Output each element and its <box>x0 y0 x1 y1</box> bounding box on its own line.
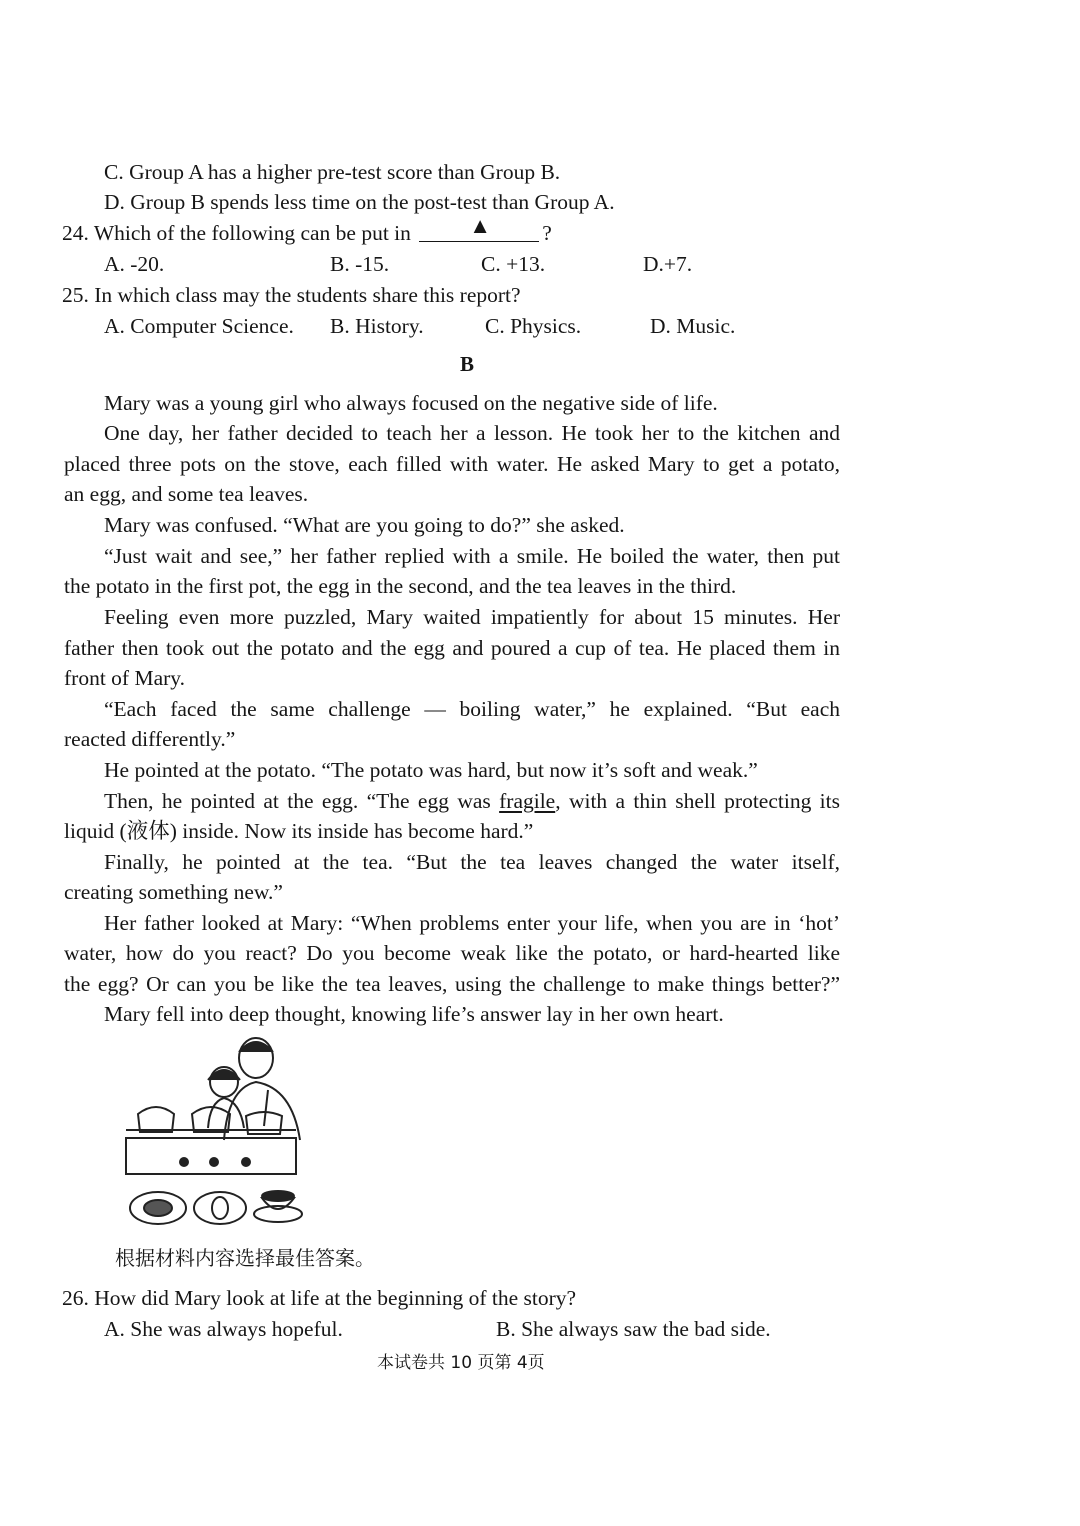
q25-option-a: A. Computer Science. <box>104 314 294 338</box>
passage-line-12: reacted differently.” <box>64 727 236 751</box>
passage-line-5: Mary was confused. “What are you going to do?” she asked. <box>104 513 625 537</box>
q24-option-d: D.+7. <box>643 252 693 276</box>
passage-line-6: “Just wait and see,” her father replied with a smile. He boiled the water, then put <box>104 544 840 568</box>
passage-line-19: water, how do you react? Do you become weak like the potato, or hard-hearted like <box>64 941 840 965</box>
q25-stem: 25. In which class may the students share this report? <box>62 283 521 307</box>
passage-line-14-start: Then, he pointed at the egg. “The egg was <box>104 789 500 813</box>
passage-line-11: “Each faced the same challenge — boiling water,” he explained. “But each <box>104 697 840 721</box>
q24-option-c: C. +13. <box>481 252 546 276</box>
section-heading: B <box>460 352 475 376</box>
passage-line-15: liquid (液体) inside. Now its inside has become hard.” <box>64 819 534 843</box>
q23-option-d: D. Group B spends less time on the post-test than Group A. <box>104 190 615 214</box>
stove-knob <box>210 1158 218 1166</box>
pot-potato <box>138 1107 174 1132</box>
q24-stem <box>62 213 552 247</box>
passage-line-20: the egg? Or can you be like the tea leaves, using the challenge to make things better?” <box>64 972 840 996</box>
passage-line-1: Mary was a young girl who always focused on the negative side of life. <box>104 391 718 415</box>
q26-option-b: B. She always saw the bad side. <box>496 1317 771 1341</box>
q25-option-b: B. History. <box>330 314 424 338</box>
passage-line-9: father then took out the potato and the egg and poured a cup of tea. He placed them in <box>64 636 840 660</box>
passage-line-17: creating something new.” <box>64 880 283 904</box>
page-footer: 本试卷共 10 页第 4页 <box>377 1353 545 1373</box>
q24-stem-end: ? <box>542 221 552 245</box>
q26-option-a: A. She was always hopeful. <box>104 1317 343 1341</box>
q25-option-c: C. Physics. <box>485 314 582 338</box>
passage-line-14-end: , with a thin shell protecting its <box>555 789 840 813</box>
passage-line-8: Feeling even more puzzled, Mary waited impatiently for about 15 minutes. Her <box>104 605 840 629</box>
kitchen-illustration <box>96 1030 316 1230</box>
passage-line-4: an egg, and some tea leaves. <box>64 482 309 506</box>
q25-option-d: D. Music. <box>650 314 736 338</box>
father-arm <box>264 1090 268 1126</box>
stove-knob <box>180 1158 188 1166</box>
passage-line-10: front of Mary. <box>64 666 186 690</box>
stove-knob <box>242 1158 250 1166</box>
passage-line-3: placed three pots on the stove, each filled with water. He asked Mary to get a potato, <box>64 452 840 476</box>
passage-line-7: the potato in the first pot, the egg in the second, and the tea leaves in the third. <box>64 574 737 598</box>
underlined-word-fragile: fragile <box>499 789 556 813</box>
q24-option-b: B. -15. <box>330 252 390 276</box>
q24-option-a: A. -20. <box>104 252 165 276</box>
answer-blank <box>419 213 539 242</box>
q23-option-c: C. Group A has a higher pre-test score than Group B. <box>104 160 561 184</box>
q24-stem-text: 24. Which of the following can be put in <box>62 221 411 245</box>
potato <box>144 1200 172 1216</box>
passage-line-21: Mary fell into deep thought, knowing life’s answer lay in her own heart. <box>104 1002 724 1026</box>
passage-line-14 <box>104 787 840 815</box>
q26-stem: 26. How did Mary look at life at the beginning of the story? <box>62 1286 577 1310</box>
triangle-marker: ▲ <box>469 213 492 238</box>
egg <box>212 1197 228 1219</box>
passage-line-2: One day, her father decided to teach her a lesson. He took her to the kitchen and <box>104 421 840 445</box>
instruction-text: 根据材料内容选择最佳答案。 <box>115 1246 375 1270</box>
stove <box>126 1138 296 1174</box>
passage-line-16: Finally, he pointed at the tea. “But the tea leaves changed the water itself, <box>104 850 840 874</box>
passage-line-18: Her father looked at Mary: “When problems enter your life, when you are in ‘hot’ <box>104 911 840 935</box>
passage-line-13: He pointed at the potato. “The potato was hard, but now it’s soft and weak.” <box>104 758 758 782</box>
tea <box>262 1191 294 1201</box>
